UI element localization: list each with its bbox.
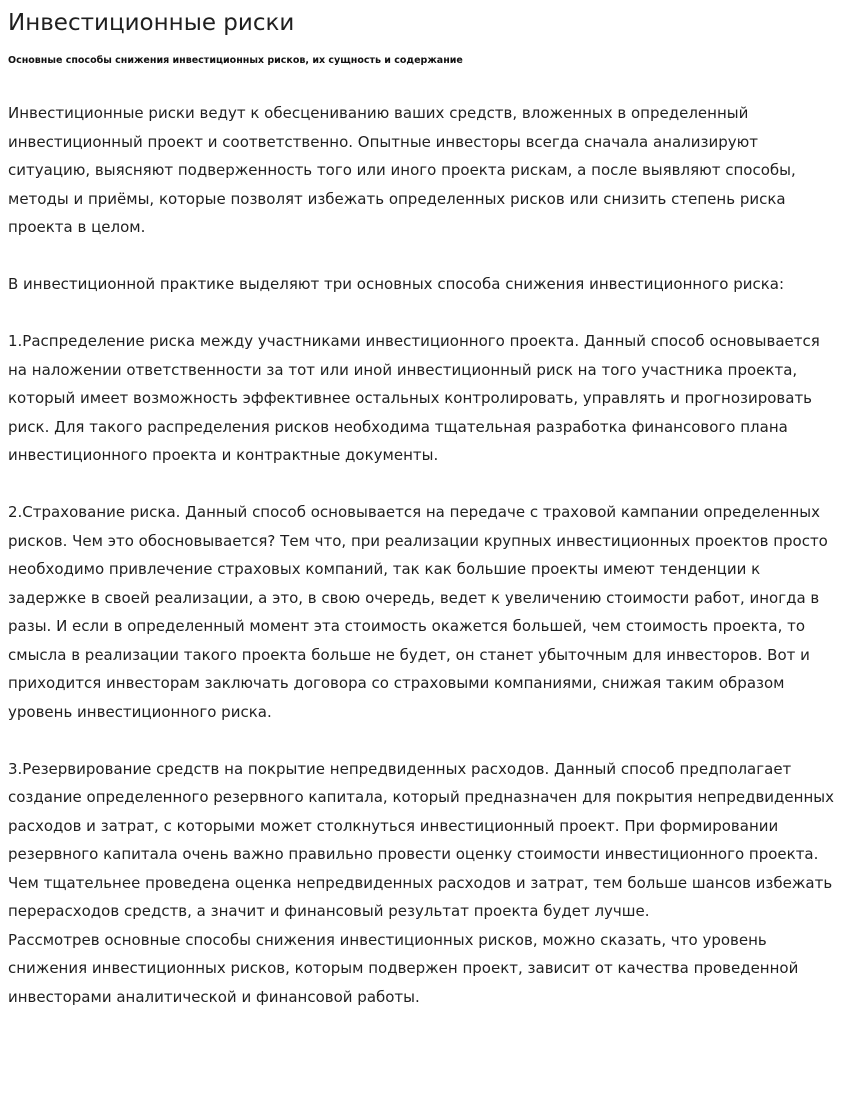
paragraph-gap	[8, 242, 839, 271]
intro-paragraph: Инвестиционные риски ведут к обесцениванию ваших средств, вложенных в определенный инвестиционный проект и соответственно. Опытные инвесторы всегда сначала анализируют ситуацию, выясняют подверженность того или иного проекта рискам, а после выявляют способы, методы и приёмы, которые позволят избежать определенных рисков или снизить степень риска проекта в целом.	[8, 104, 796, 236]
method-3-paragraph: 3.Резервирование средств на покрытие непредвиденных расходов. Данный способ предполагает создание определенного резервного капитала, который предназначен для покрытия непредвиденных расходов и затрат, с которыми может столкнуться инвестиционный проект. При формировании резервного капитала очень важно правильно провести оценку стоимости инвестиционного проекта. Чем тщательнее проведена оценка непредвиденных расходов и затрат, тем больше шансов избежать перерасходов средств, а значит и финансовый результат проекта будет лучше.	[8, 759, 834, 920]
page-title: Инвестиционные риски	[8, 10, 295, 36]
article-body	[8, 99, 839, 1011]
conclusion-paragraph: Рассмотрев основные способы снижения инвестиционных рисков, можно сказать, что уровень снижения инвестиционных рисков, которым подвержен проект, зависит от качества проведенной инвесторами аналитической и финансовой работы.	[8, 930, 799, 1006]
article-subtitle: Основные способы снижения инвестиционных рисков, их сущность и содержание	[8, 55, 463, 66]
paragraph-gap	[8, 470, 839, 499]
paragraph-gap	[8, 726, 839, 755]
methods-intro-paragraph: В инвестиционной практике выделяют три основных способа снижения инвестиционного риска:	[8, 275, 785, 293]
method-2-paragraph: 2.Страхование риска. Данный способ основывается на передаче с траховой кампании определенных рисков. Чем это обосновывается? Тем что, при реализации крупных инвестиционных проектов просто необходимо привлечение страховых компаний, так как большие проекты имеют тенденции к задержке в своей реализации, а это, в свою очередь, ведет к увеличению стоимости работ, иногда в разы. И если в определенный момент эта стоимость окажется большей, чем стоимость проекта, то смысла в реализации такого проекта больше не будет, он станет убыточным для инвесторов. Вот и приходится инвесторам заключать договора со страховыми компаниями, снижая таким образом уровень инвестиционного риска.	[8, 503, 828, 721]
paragraph-gap	[8, 299, 839, 328]
method-1-paragraph: 1.Распределение риска между участниками инвестиционного проекта. Данный способ основывается на наложении ответственности за тот или иной инвестиционный риск на того участника проекта, который имеет возможность эффективнее остальных контролировать, управлять и прогнозировать риск. Для такого распределения рисков необходима тщательная разработка финансового плана инвестиционного проекта и контрактные документы.	[8, 332, 820, 464]
